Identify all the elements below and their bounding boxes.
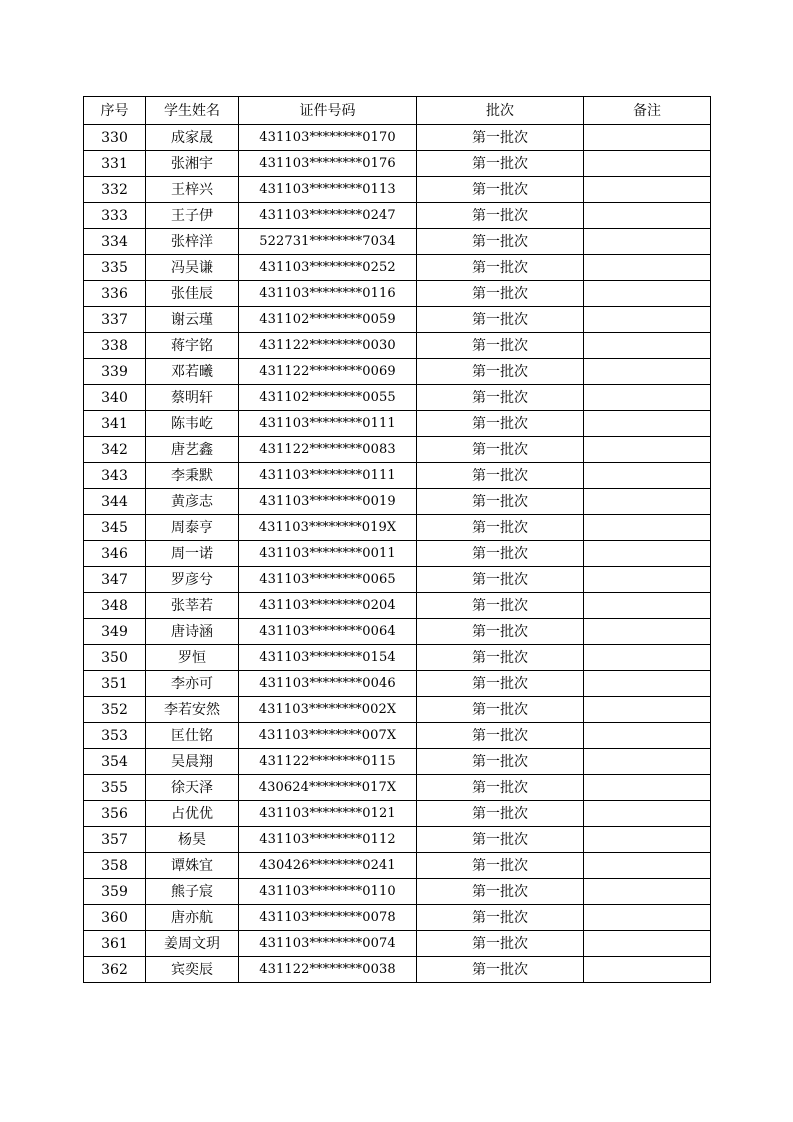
seq-cell: 336: [84, 281, 146, 307]
table-row: [84, 489, 711, 515]
name-cell: 占优优: [146, 801, 239, 827]
name-cell: 冯吴谦: [146, 255, 239, 281]
id-number-cell: 431122********0030: [239, 333, 417, 359]
name-cell: 熊子宸: [146, 879, 239, 905]
remarks-cell: [584, 437, 711, 463]
table-row: [84, 853, 711, 879]
batch-cell: 第一批次: [417, 307, 584, 333]
id-number-cell: 431103********0065: [239, 567, 417, 593]
remarks-cell: [584, 957, 711, 983]
seq-cell: 339: [84, 359, 146, 385]
header-row: [84, 97, 711, 125]
table-row: [84, 593, 711, 619]
id-number-cell: 431122********0038: [239, 957, 417, 983]
remarks-cell: [584, 229, 711, 255]
table-row: [84, 697, 711, 723]
id-number-cell: 431103********0111: [239, 411, 417, 437]
id-number-cell: 431103********0176: [239, 151, 417, 177]
seq-cell: 357: [84, 827, 146, 853]
remarks-cell: [584, 775, 711, 801]
name-cell: 李秉默: [146, 463, 239, 489]
remarks-cell: [584, 463, 711, 489]
batch-cell: 第一批次: [417, 619, 584, 645]
header-batch: 批次: [417, 97, 584, 125]
remarks-cell: [584, 905, 711, 931]
id-number-cell: 430624********017X: [239, 775, 417, 801]
seq-cell: 354: [84, 749, 146, 775]
id-number-cell: 431103********0113: [239, 177, 417, 203]
name-cell: 陈韦屹: [146, 411, 239, 437]
table-row: [84, 775, 711, 801]
seq-cell: 348: [84, 593, 146, 619]
seq-cell: 341: [84, 411, 146, 437]
table-row: [84, 905, 711, 931]
table-row: [84, 671, 711, 697]
seq-cell: 361: [84, 931, 146, 957]
remarks-cell: [584, 255, 711, 281]
table-row: [84, 541, 711, 567]
id-number-cell: 431103********019X: [239, 515, 417, 541]
id-number-cell: 431122********0069: [239, 359, 417, 385]
remarks-cell: [584, 177, 711, 203]
id-number-cell: 431102********0059: [239, 307, 417, 333]
seq-cell: 349: [84, 619, 146, 645]
batch-cell: 第一批次: [417, 229, 584, 255]
id-number-cell: 431122********0083: [239, 437, 417, 463]
batch-cell: 第一批次: [417, 463, 584, 489]
batch-cell: 第一批次: [417, 515, 584, 541]
batch-cell: 第一批次: [417, 801, 584, 827]
remarks-cell: [584, 827, 711, 853]
name-cell: 王梓兴: [146, 177, 239, 203]
remarks-cell: [584, 385, 711, 411]
name-cell: 唐艺鑫: [146, 437, 239, 463]
seq-cell: 353: [84, 723, 146, 749]
remarks-cell: [584, 671, 711, 697]
remarks-cell: [584, 489, 711, 515]
remarks-cell: [584, 359, 711, 385]
name-cell: 谢云瑾: [146, 307, 239, 333]
id-number-cell: 431103********0112: [239, 827, 417, 853]
id-number-cell: 431103********002X: [239, 697, 417, 723]
id-number-cell: 431103********0110: [239, 879, 417, 905]
batch-cell: 第一批次: [417, 281, 584, 307]
remarks-cell: [584, 645, 711, 671]
name-cell: 蔡明轩: [146, 385, 239, 411]
table-row: [84, 125, 711, 151]
name-cell: 蒋宇铭: [146, 333, 239, 359]
seq-cell: 344: [84, 489, 146, 515]
seq-cell: 356: [84, 801, 146, 827]
name-cell: 杨昊: [146, 827, 239, 853]
student-list-sheet: [83, 96, 710, 983]
batch-cell: 第一批次: [417, 177, 584, 203]
id-number-cell: 431103********0111: [239, 463, 417, 489]
table-row: [84, 879, 711, 905]
seq-cell: 350: [84, 645, 146, 671]
student-table: [83, 96, 711, 983]
batch-cell: 第一批次: [417, 749, 584, 775]
table-row: [84, 437, 711, 463]
seq-cell: 335: [84, 255, 146, 281]
name-cell: 唐诗涵: [146, 619, 239, 645]
name-cell: 黄彦志: [146, 489, 239, 515]
remarks-cell: [584, 931, 711, 957]
remarks-cell: [584, 723, 711, 749]
id-number-cell: 431103********0116: [239, 281, 417, 307]
batch-cell: 第一批次: [417, 593, 584, 619]
table-row: [84, 801, 711, 827]
table-row: [84, 723, 711, 749]
id-number-cell: 431103********0204: [239, 593, 417, 619]
name-cell: 吴晨翔: [146, 749, 239, 775]
id-number-cell: 431103********0074: [239, 931, 417, 957]
id-number-cell: 522731********7034: [239, 229, 417, 255]
id-number-cell: 431103********0019: [239, 489, 417, 515]
table-row: [84, 645, 711, 671]
name-cell: 谭姝宜: [146, 853, 239, 879]
name-cell: 罗彦兮: [146, 567, 239, 593]
remarks-cell: [584, 697, 711, 723]
header-id-number: 证件号码: [239, 97, 417, 125]
name-cell: 匡仕铭: [146, 723, 239, 749]
table-row: [84, 567, 711, 593]
id-number-cell: 430426********0241: [239, 853, 417, 879]
id-number-cell: 431102********0055: [239, 385, 417, 411]
seq-cell: 330: [84, 125, 146, 151]
name-cell: 张湘宇: [146, 151, 239, 177]
batch-cell: 第一批次: [417, 437, 584, 463]
id-number-cell: 431103********0154: [239, 645, 417, 671]
remarks-cell: [584, 567, 711, 593]
batch-cell: 第一批次: [417, 151, 584, 177]
batch-cell: 第一批次: [417, 255, 584, 281]
batch-cell: 第一批次: [417, 671, 584, 697]
batch-cell: 第一批次: [417, 957, 584, 983]
id-number-cell: 431103********007X: [239, 723, 417, 749]
id-number-cell: 431103********0078: [239, 905, 417, 931]
remarks-cell: [584, 749, 711, 775]
seq-cell: 340: [84, 385, 146, 411]
name-cell: 张梓洋: [146, 229, 239, 255]
name-cell: 王子伊: [146, 203, 239, 229]
id-number-cell: 431103********0170: [239, 125, 417, 151]
table-row: [84, 749, 711, 775]
table-header: [84, 97, 711, 125]
seq-cell: 332: [84, 177, 146, 203]
name-cell: 李若安然: [146, 697, 239, 723]
batch-cell: 第一批次: [417, 125, 584, 151]
table-row: [84, 619, 711, 645]
seq-cell: 345: [84, 515, 146, 541]
remarks-cell: [584, 125, 711, 151]
table-body: [84, 125, 711, 983]
seq-cell: 337: [84, 307, 146, 333]
name-cell: 张莘若: [146, 593, 239, 619]
remarks-cell: [584, 281, 711, 307]
name-cell: 罗恒: [146, 645, 239, 671]
table-row: [84, 827, 711, 853]
batch-cell: 第一批次: [417, 567, 584, 593]
batch-cell: 第一批次: [417, 385, 584, 411]
name-cell: 宾奕辰: [146, 957, 239, 983]
batch-cell: 第一批次: [417, 541, 584, 567]
remarks-cell: [584, 541, 711, 567]
table-row: [84, 333, 711, 359]
seq-cell: 331: [84, 151, 146, 177]
table-row: [84, 957, 711, 983]
batch-cell: 第一批次: [417, 905, 584, 931]
table-row: [84, 229, 711, 255]
remarks-cell: [584, 411, 711, 437]
name-cell: 成家晟: [146, 125, 239, 151]
remarks-cell: [584, 619, 711, 645]
remarks-cell: [584, 879, 711, 905]
table-row: [84, 203, 711, 229]
batch-cell: 第一批次: [417, 723, 584, 749]
name-cell: 李亦可: [146, 671, 239, 697]
name-cell: 姜周文玥: [146, 931, 239, 957]
seq-cell: 358: [84, 853, 146, 879]
seq-cell: 351: [84, 671, 146, 697]
batch-cell: 第一批次: [417, 879, 584, 905]
batch-cell: 第一批次: [417, 853, 584, 879]
table-row: [84, 411, 711, 437]
table-row: [84, 151, 711, 177]
table-row: [84, 307, 711, 333]
batch-cell: 第一批次: [417, 827, 584, 853]
id-number-cell: 431103********0247: [239, 203, 417, 229]
table-row: [84, 515, 711, 541]
batch-cell: 第一批次: [417, 775, 584, 801]
table-row: [84, 359, 711, 385]
remarks-cell: [584, 593, 711, 619]
table-row: [84, 177, 711, 203]
batch-cell: 第一批次: [417, 411, 584, 437]
batch-cell: 第一批次: [417, 359, 584, 385]
name-cell: 徐天泽: [146, 775, 239, 801]
batch-cell: 第一批次: [417, 645, 584, 671]
header-student-name: 学生姓名: [146, 97, 239, 125]
id-number-cell: 431103********0011: [239, 541, 417, 567]
seq-cell: 343: [84, 463, 146, 489]
table-row: [84, 385, 711, 411]
seq-cell: 360: [84, 905, 146, 931]
seq-cell: 342: [84, 437, 146, 463]
id-number-cell: 431122********0115: [239, 749, 417, 775]
batch-cell: 第一批次: [417, 489, 584, 515]
remarks-cell: [584, 333, 711, 359]
seq-cell: 334: [84, 229, 146, 255]
remarks-cell: [584, 801, 711, 827]
seq-cell: 362: [84, 957, 146, 983]
id-number-cell: 431103********0121: [239, 801, 417, 827]
batch-cell: 第一批次: [417, 931, 584, 957]
batch-cell: 第一批次: [417, 333, 584, 359]
seq-cell: 338: [84, 333, 146, 359]
table-row: [84, 255, 711, 281]
remarks-cell: [584, 515, 711, 541]
id-number-cell: 431103********0252: [239, 255, 417, 281]
seq-cell: 346: [84, 541, 146, 567]
remarks-cell: [584, 853, 711, 879]
name-cell: 邓若曦: [146, 359, 239, 385]
name-cell: 周泰亨: [146, 515, 239, 541]
id-number-cell: 431103********0046: [239, 671, 417, 697]
name-cell: 唐亦航: [146, 905, 239, 931]
seq-cell: 359: [84, 879, 146, 905]
seq-cell: 355: [84, 775, 146, 801]
seq-cell: 333: [84, 203, 146, 229]
header-remarks: 备注: [584, 97, 711, 125]
seq-cell: 352: [84, 697, 146, 723]
remarks-cell: [584, 307, 711, 333]
remarks-cell: [584, 203, 711, 229]
name-cell: 周一诺: [146, 541, 239, 567]
table-row: [84, 281, 711, 307]
table-row: [84, 463, 711, 489]
table-row: [84, 931, 711, 957]
name-cell: 张佳辰: [146, 281, 239, 307]
id-number-cell: 431103********0064: [239, 619, 417, 645]
remarks-cell: [584, 151, 711, 177]
header-seq: 序号: [84, 97, 146, 125]
seq-cell: 347: [84, 567, 146, 593]
batch-cell: 第一批次: [417, 203, 584, 229]
batch-cell: 第一批次: [417, 697, 584, 723]
